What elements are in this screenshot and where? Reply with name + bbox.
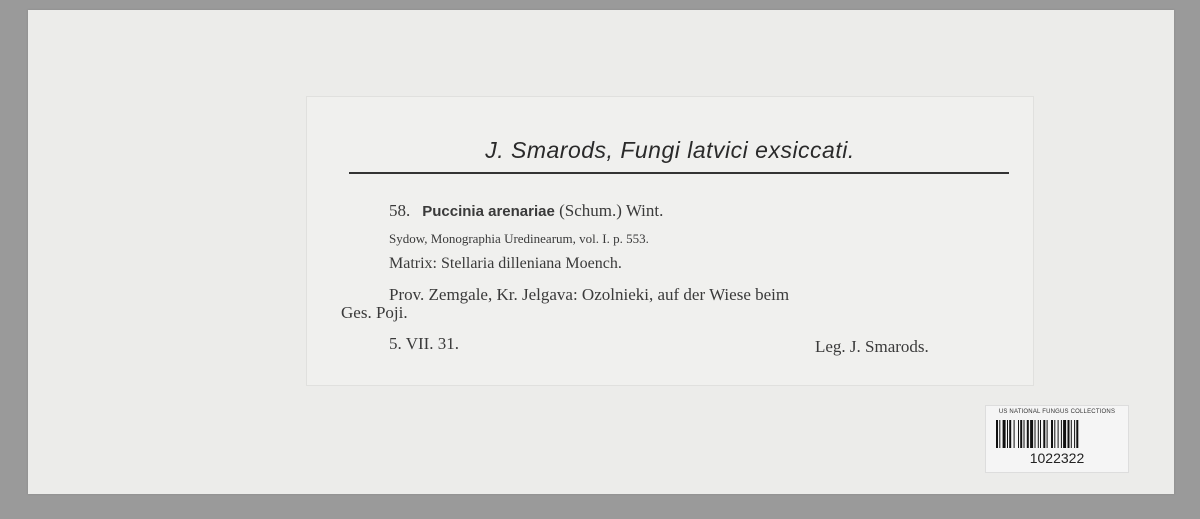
- locality-line-1: Prov. Zemgale, Kr. Jelgava: Ozolnieki, auf der Wiese beim: [389, 285, 790, 304]
- specimen-label: [306, 96, 1034, 386]
- specimen-number: 58.: [389, 201, 411, 220]
- reference-line: Sydow, Monographia Uredinearum, vol. I. p. 553.: [389, 231, 649, 246]
- title-rule: [349, 172, 1009, 174]
- species-authority: (Schum.) Wint.: [559, 201, 664, 220]
- matrix-line: Matrix: Stellaria dilleniana Moench.: [389, 255, 622, 272]
- species-line: [389, 201, 663, 221]
- label-title: J. Smarods, Fungi latvici exsiccati.: [485, 137, 855, 163]
- collector: Leg. J. Smarods.: [815, 337, 929, 356]
- collection-date: 5. VII. 31.: [389, 334, 460, 353]
- barcode-header: US NATIONAL FUNGUS COLLECTIONS: [998, 409, 1116, 415]
- species-name: Puccinia arenariae: [422, 203, 555, 220]
- locality-line-2: Ges. Poji.: [341, 303, 408, 322]
- barcode-icon: [996, 420, 1118, 448]
- barcode-label: [985, 405, 1129, 473]
- barcode-number: 1022322: [1029, 450, 1085, 466]
